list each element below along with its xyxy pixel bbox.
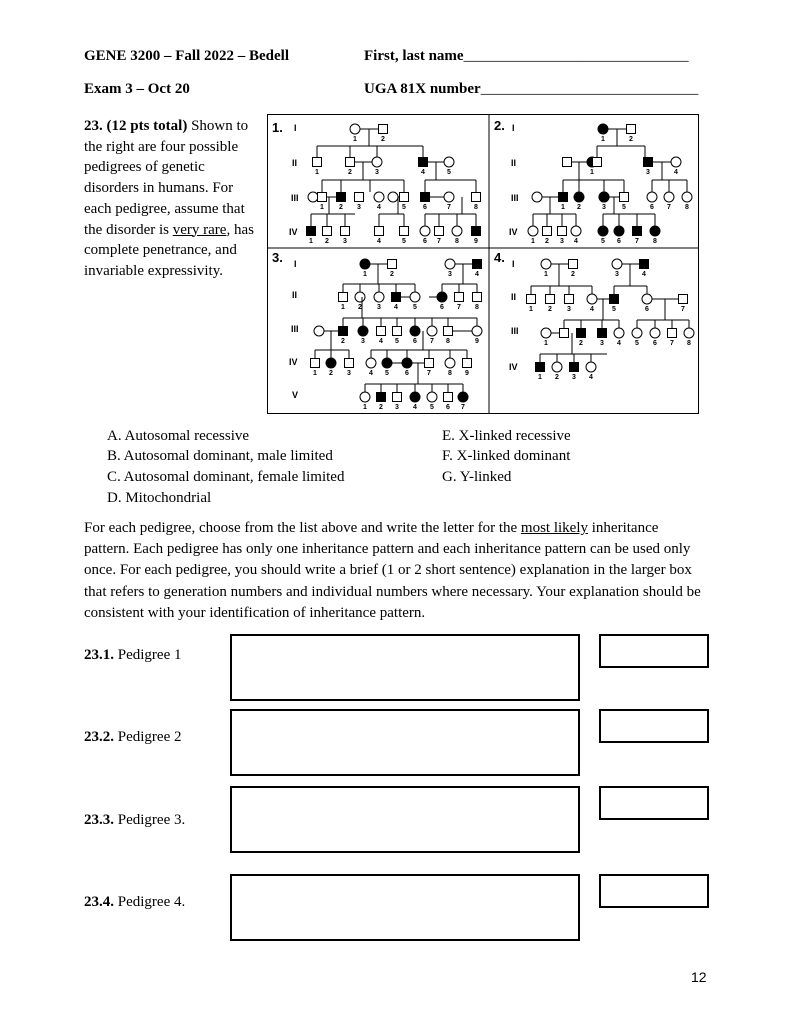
answer-text-3: Pedigree 3.: [114, 812, 186, 828]
p4-iii1-number: 1: [544, 340, 548, 347]
p3-i3-female-symbol: [445, 259, 455, 269]
option-g: G. Y-linked: [442, 469, 512, 485]
p1-iii6-male-symbol: [421, 193, 430, 202]
name-field[interactable]: [364, 48, 689, 65]
p4-iii1-female-symbol: [541, 328, 551, 338]
answer-num-4: 23.4.: [84, 894, 114, 910]
course-title: GENE 3200 – Fall 2022 – Bedell: [84, 48, 290, 64]
p1-iii2-male-symbol: [337, 193, 346, 202]
p1-i2-number: 2: [381, 136, 385, 143]
p2-iii3b-female-symbol: [599, 192, 609, 202]
p4-gen-ii: II: [511, 292, 517, 302]
p4-iii5-number: 5: [635, 340, 639, 347]
p1-iv6-female-symbol: [420, 226, 430, 236]
p1-iv8-number: 8: [455, 238, 459, 245]
p2-iii6-female-symbol: [647, 192, 657, 202]
answer-num-2: 23.2.: [84, 729, 114, 745]
p3-i3-number: 3: [448, 271, 452, 278]
p4-iii4-female-symbol: [614, 328, 624, 338]
p4-iv4-female-symbol: [586, 362, 596, 372]
p3-i1-female-symbol: [360, 259, 370, 269]
p2-iii7-number: 7: [667, 204, 671, 211]
option-e: E. X-linked recessive: [442, 428, 571, 444]
p1-iv5-number: 5: [402, 238, 406, 245]
pedigree-3-label: 3.: [272, 250, 283, 265]
p3-iv6-female-symbol: [402, 358, 412, 368]
p1-iv9-number: 9: [474, 238, 478, 245]
p2-gen-iii: III: [511, 193, 519, 203]
p2-ii3-male-symbol: [644, 158, 653, 167]
p1-iii3-male-symbol: [355, 193, 364, 202]
p4-ii3-number: 3: [567, 306, 571, 313]
p4-ii7-number: 7: [681, 306, 685, 313]
p1-iv7-number: 7: [437, 238, 441, 245]
p1-iii5-number: 5: [402, 204, 406, 211]
p1-ii3-number: 3: [375, 169, 379, 176]
answer-label-4: [84, 894, 185, 911]
p4-ii2-male-symbol: [546, 295, 555, 304]
p1-ii4-male-symbol: [419, 158, 428, 167]
p4-gen-i: I: [512, 259, 515, 269]
p2-gen-ii: II: [511, 158, 517, 168]
option-f: F. X-linked dominant: [442, 448, 571, 464]
p3-v6-number: 6: [446, 404, 450, 411]
p3-iv7-male-symbol: [425, 359, 434, 368]
p1-iii7-female-symbol: [444, 192, 454, 202]
p4-ii1-male-symbol: [527, 295, 536, 304]
p3-ii5-female-symbol: [410, 292, 420, 302]
p2-ii1-number: 1: [590, 169, 594, 176]
instructions: [84, 518, 704, 624]
p2-iv5-female-symbol: [598, 226, 608, 236]
p3-v4-number: 4: [413, 404, 417, 411]
p3-ii1-male-symbol: [339, 293, 348, 302]
p3-iv3-male-symbol: [345, 359, 354, 368]
p2-iv2-male-symbol: [543, 227, 552, 236]
p1-iii1-male-symbol: [318, 193, 327, 202]
p1-iii3-number: 3: [357, 204, 361, 211]
p3-iii5-male-symbol: [393, 327, 402, 336]
p1-iv9-male-symbol: [472, 227, 481, 236]
answer-label-1: [84, 647, 181, 664]
p3-v7-female-symbol: [458, 392, 468, 402]
p1-ii2-number: 2: [348, 169, 352, 176]
letter-box-1[interactable]: [599, 634, 709, 668]
id-field[interactable]: [364, 81, 698, 98]
p4-ii5-number: 5: [612, 306, 616, 313]
p3-iii7-female-symbol: [427, 326, 437, 336]
question-number: 23. (12 pts total): [84, 118, 188, 134]
p2-ii4-number: 4: [674, 169, 678, 176]
p3-iii6-number: 6: [413, 338, 417, 345]
p3-gen-ii: II: [292, 290, 298, 300]
p3-v3-male-symbol: [393, 393, 402, 402]
id-label: UGA 81X number: [364, 81, 481, 97]
p3-iv7-number: 7: [427, 370, 431, 377]
p3-iv5-female-symbol: [382, 358, 392, 368]
page-number: 12: [691, 969, 707, 985]
p3-iii2-number: 2: [341, 338, 345, 345]
p1-i1-female-symbol: [350, 124, 360, 134]
instructions-part-1: For each pedigree, choose from the list above and write the letter for the: [84, 520, 521, 536]
p1-iii0-female-symbol: [308, 192, 318, 202]
p4-iv2-number: 2: [555, 374, 559, 381]
p3-ii6-number: 6: [440, 304, 444, 311]
p2-iii5-number: 5: [622, 204, 626, 211]
p2-ii1b-male-symbol: [593, 158, 602, 167]
p2-iv2-number: 2: [545, 238, 549, 245]
p2-iii3-number: 3: [602, 204, 606, 211]
p3-iii9-female-symbol: [472, 326, 482, 336]
p2-iii6-number: 6: [650, 204, 654, 211]
p3-iii3-female-symbol: [358, 326, 368, 336]
p4-i4-number: 4: [642, 271, 646, 278]
p3-iv1-number: 1: [313, 370, 317, 377]
p1-iv3-number: 3: [343, 238, 347, 245]
answer-text-1: Pedigree 1: [114, 647, 182, 663]
answer-label-2: [84, 729, 181, 746]
name-label: First, last name: [364, 48, 464, 64]
p2-i1-female-symbol: [598, 124, 608, 134]
p3-ii8-number: 8: [475, 304, 479, 311]
p4-i3-female-symbol: [612, 259, 622, 269]
option-b: B. Autosomal dominant, male limited: [107, 448, 333, 464]
p1-iv5-male-symbol: [400, 227, 409, 236]
p2-iv5-number: 5: [601, 238, 605, 245]
explanation-box-4[interactable]: [230, 874, 580, 941]
p3-ii5-number: 5: [413, 304, 417, 311]
p2-iv1-female-symbol: [528, 226, 538, 236]
p3-v2-male-symbol: [377, 393, 386, 402]
p1-ii2-male-symbol: [346, 158, 355, 167]
p2-iii7-female-symbol: [664, 192, 674, 202]
p3-ii2-female-symbol: [355, 292, 365, 302]
p4-iv1-male-symbol: [536, 363, 545, 372]
p3-v1-female-symbol: [360, 392, 370, 402]
pedigree-figure: [267, 114, 699, 414]
p4-iii6-number: 6: [653, 340, 657, 347]
p2-i2-male-symbol: [627, 125, 636, 134]
p2-iv7-male-symbol: [633, 227, 642, 236]
pedigree-drawing: [307, 124, 695, 411]
p3-iv4-number: 4: [369, 370, 373, 377]
p4-i2-male-symbol: [569, 260, 578, 269]
p2-iv6-female-symbol: [614, 226, 624, 236]
p4-iii8-female-symbol: [684, 328, 694, 338]
p3-ii4-male-symbol: [392, 293, 401, 302]
p4-iii5-female-symbol: [632, 328, 642, 338]
p2-ii0-male-symbol: [563, 158, 572, 167]
p4-iii2-number: 2: [579, 340, 583, 347]
p4-ii2-number: 2: [548, 306, 552, 313]
p4-ii5-male-symbol: [610, 295, 619, 304]
p4-iii7-number: 7: [670, 340, 674, 347]
p4-gen-iv: IV: [509, 362, 518, 372]
p1-gen-i: I: [294, 123, 297, 133]
p1-gen-iv: IV: [289, 227, 298, 237]
p4-ii1-number: 1: [529, 306, 533, 313]
p3-iv2-number: 2: [329, 370, 333, 377]
p3-ii7-male-symbol: [455, 293, 464, 302]
p1-iii1-number: 1: [320, 204, 324, 211]
p4-ii4-female-symbol: [587, 294, 597, 304]
p2-iii5-male-symbol: [620, 193, 629, 202]
p3-iii6-female-symbol: [410, 326, 420, 336]
p2-iv8-number: 8: [653, 238, 657, 245]
p2-iii1-number: 1: [561, 204, 565, 211]
p3-iii5-number: 5: [395, 338, 399, 345]
p1-iii5-male-symbol: [400, 193, 409, 202]
p3-ii3-number: 3: [377, 304, 381, 311]
p3-ii2-number: 2: [358, 304, 362, 311]
option-d: D. Mitochondrial: [107, 490, 212, 506]
p3-v5-number: 5: [430, 404, 434, 411]
p4-iii8-number: 8: [687, 340, 691, 347]
intro-very-rare: very rare: [172, 221, 227, 238]
p3-ii4-number: 4: [394, 304, 398, 311]
p1-iv3-male-symbol: [341, 227, 350, 236]
p3-iii8-male-symbol: [444, 327, 453, 336]
p3-iv8-number: 8: [448, 370, 452, 377]
p3-i2-male-symbol: [388, 260, 397, 269]
p2-iv6-number: 6: [617, 238, 621, 245]
p3-iv8-female-symbol: [445, 358, 455, 368]
pedigree-1-label: 1.: [272, 120, 283, 135]
p3-v5-female-symbol: [427, 392, 437, 402]
p1-iv6-number: 6: [423, 238, 427, 245]
p2-iii0-female-symbol: [532, 192, 542, 202]
p4-iii3-male-symbol: [598, 329, 607, 338]
p1-gen-iii: III: [291, 193, 299, 203]
p2-iv7-number: 7: [635, 238, 639, 245]
exam-title: Exam 3 – Oct 20: [84, 81, 190, 97]
p4-i1-female-symbol: [541, 259, 551, 269]
p2-iii2-number: 2: [577, 204, 581, 211]
p3-gen-iv: IV: [289, 357, 298, 367]
p1-iv8-female-symbol: [452, 226, 462, 236]
p3-ii1-number: 1: [341, 304, 345, 311]
p1-iv7-male-symbol: [435, 227, 444, 236]
p2-iv1-number: 1: [531, 238, 535, 245]
p2-ii3-number: 3: [646, 169, 650, 176]
p2-iii8-number: 8: [685, 204, 689, 211]
p3-iii4-number: 4: [379, 338, 383, 345]
p2-iii8-female-symbol: [682, 192, 692, 202]
p3-v4-female-symbol: [410, 392, 420, 402]
p3-iv9-number: 9: [465, 370, 469, 377]
explanation-box-2[interactable]: [230, 709, 580, 776]
p4-ii4-number: 4: [590, 306, 594, 313]
p4-iv3-number: 3: [572, 374, 576, 381]
p4-iv2-female-symbol: [552, 362, 562, 372]
letter-box-2[interactable]: [599, 709, 709, 743]
name-blank: ______________________________: [463, 48, 689, 64]
p3-iii0-female-symbol: [314, 326, 324, 336]
p1-iii2-number: 2: [339, 204, 343, 211]
answer-num-3: 23.3.: [84, 812, 114, 828]
p1-ii5-female-symbol: [444, 157, 454, 167]
p4-iv1-number: 1: [538, 374, 542, 381]
p3-iv4-female-symbol: [366, 358, 376, 368]
p1-iii4-number: 4: [377, 204, 381, 211]
explanation-box-3[interactable]: [230, 786, 580, 853]
p1-ii1-number: 1: [315, 169, 319, 176]
p2-gen-iv: IV: [509, 227, 518, 237]
p2-iii2-female-symbol: [574, 192, 584, 202]
p1-i2-male-symbol: [379, 125, 388, 134]
p2-i1-number: 1: [601, 136, 605, 143]
p3-v3-number: 3: [395, 404, 399, 411]
p3-iv9-male-symbol: [463, 359, 472, 368]
p1-iv4-number: 4: [377, 238, 381, 245]
p3-v1-number: 1: [363, 404, 367, 411]
p4-iii7-male-symbol: [668, 329, 677, 338]
p4-iii2-male-symbol: [577, 329, 586, 338]
question-intro: [84, 116, 256, 282]
p3-i4-number: 4: [475, 271, 479, 278]
pedigree-2-label: 2.: [494, 118, 505, 133]
p2-i2-number: 2: [629, 136, 633, 143]
p4-iii1b-male-symbol: [560, 329, 569, 338]
answer-label-3: [84, 812, 185, 829]
p3-iv1-male-symbol: [311, 359, 320, 368]
p3-i1-number: 1: [363, 271, 367, 278]
p4-i4-male-symbol: [640, 260, 649, 269]
p3-ii6-female-symbol: [437, 292, 447, 302]
p4-gen-iii: III: [511, 326, 519, 336]
letter-box-4[interactable]: [599, 874, 709, 908]
p1-iv2-male-symbol: [323, 227, 332, 236]
answer-text-4: Pedigree 4.: [114, 894, 186, 910]
p3-iii8-number: 8: [446, 338, 450, 345]
p1-iii4-female-symbol: [374, 192, 384, 202]
p3-iv5-number: 5: [385, 370, 389, 377]
p4-ii7-male-symbol: [679, 295, 688, 304]
p1-iv4-male-symbol: [375, 227, 384, 236]
answer-num-1: 23.1.: [84, 647, 114, 663]
p3-iii7-number: 7: [430, 338, 434, 345]
p2-iv4-female-symbol: [571, 226, 581, 236]
p3-gen-v: V: [292, 390, 299, 400]
p3-iv2-female-symbol: [326, 358, 336, 368]
p3-ii8-male-symbol: [473, 293, 482, 302]
p2-ii4-female-symbol: [671, 157, 681, 167]
p3-i2-number: 2: [390, 271, 394, 278]
explanation-box-1[interactable]: [230, 634, 580, 701]
p1-ii4-number: 4: [421, 169, 425, 176]
p4-iv4-number: 4: [589, 374, 593, 381]
p1-gen-ii: II: [292, 158, 298, 168]
pedigree-4-label: 4.: [494, 250, 505, 265]
p1-ii1-male-symbol: [313, 158, 322, 167]
p4-ii3-male-symbol: [565, 295, 574, 304]
instructions-part-2: inheritance pattern. Each pedigree has only one inheritance pattern and each inheritance pattern can be used only once. For each pedigree, you should write a brief (1 or 2 short sentence) explanation in the larger box that refers to generation numbers and individual numbers where necessary. Your explanation should be consistent with your identification of inheritance pattern.: [84, 520, 701, 621]
p4-iii3-number: 3: [600, 340, 604, 347]
p3-gen-i: I: [294, 259, 297, 269]
p1-iii8-male-symbol: [472, 193, 481, 202]
p3-v7-number: 7: [461, 404, 465, 411]
p4-i2-number: 2: [571, 271, 575, 278]
p1-iii7-number: 7: [447, 204, 451, 211]
p3-v2-number: 2: [379, 404, 383, 411]
p1-iv1-number: 1: [309, 238, 313, 245]
p3-iv6-number: 6: [405, 370, 409, 377]
p3-ii3-female-symbol: [374, 292, 384, 302]
p2-gen-i: I: [512, 123, 515, 133]
option-c: C. Autosomal dominant, female limited: [107, 469, 345, 485]
p3-iii2-male-symbol: [339, 327, 348, 336]
p4-i3-number: 3: [615, 271, 619, 278]
letter-box-3[interactable]: [599, 786, 709, 820]
p4-i1-number: 1: [544, 271, 548, 278]
intro-text-1: Shown to the right are four possible pedigrees of genetic disorders in humans. For each pedigree, assume that the disorder is: [84, 118, 249, 238]
p1-ii5-number: 5: [447, 169, 451, 176]
p2-iii1-male-symbol: [559, 193, 568, 202]
p3-v6-male-symbol: [444, 393, 453, 402]
option-a: A. Autosomal recessive: [107, 428, 250, 444]
p3-iv3-number: 3: [347, 370, 351, 377]
p1-iii8-number: 8: [474, 204, 478, 211]
p3-iii4-male-symbol: [377, 327, 386, 336]
p3-gen-iii: III: [291, 324, 299, 334]
p3-i4-male-symbol: [473, 260, 482, 269]
p1-iv2-number: 2: [325, 238, 329, 245]
answer-text-2: Pedigree 2: [114, 729, 182, 745]
p3-iii9-number: 9: [475, 338, 479, 345]
p3-iii3-number: 3: [361, 338, 365, 345]
p4-ii6-female-symbol: [642, 294, 652, 304]
p2-iv3-number: 3: [560, 238, 564, 245]
p1-i1-number: 1: [353, 136, 357, 143]
p4-iii4-number: 4: [617, 340, 621, 347]
p1-iii6-number: 6: [423, 204, 427, 211]
p1-iii4b-female-symbol: [388, 192, 398, 202]
p2-iv3-male-symbol: [558, 227, 567, 236]
p2-iv8-female-symbol: [650, 226, 660, 236]
p4-iii6-female-symbol: [650, 328, 660, 338]
p4-ii6-number: 6: [645, 306, 649, 313]
intro-text-2: , has complete penetrance, and invariable expressivity.: [84, 221, 254, 279]
p3-ii7-number: 7: [457, 304, 461, 311]
p2-iv4-number: 4: [574, 238, 578, 245]
p4-iv3-male-symbol: [570, 363, 579, 372]
id-blank: _____________________________: [480, 81, 699, 97]
p1-ii3-female-symbol: [372, 157, 382, 167]
p1-iv1-male-symbol: [307, 227, 316, 236]
instructions-most-likely: most likely: [520, 520, 589, 536]
